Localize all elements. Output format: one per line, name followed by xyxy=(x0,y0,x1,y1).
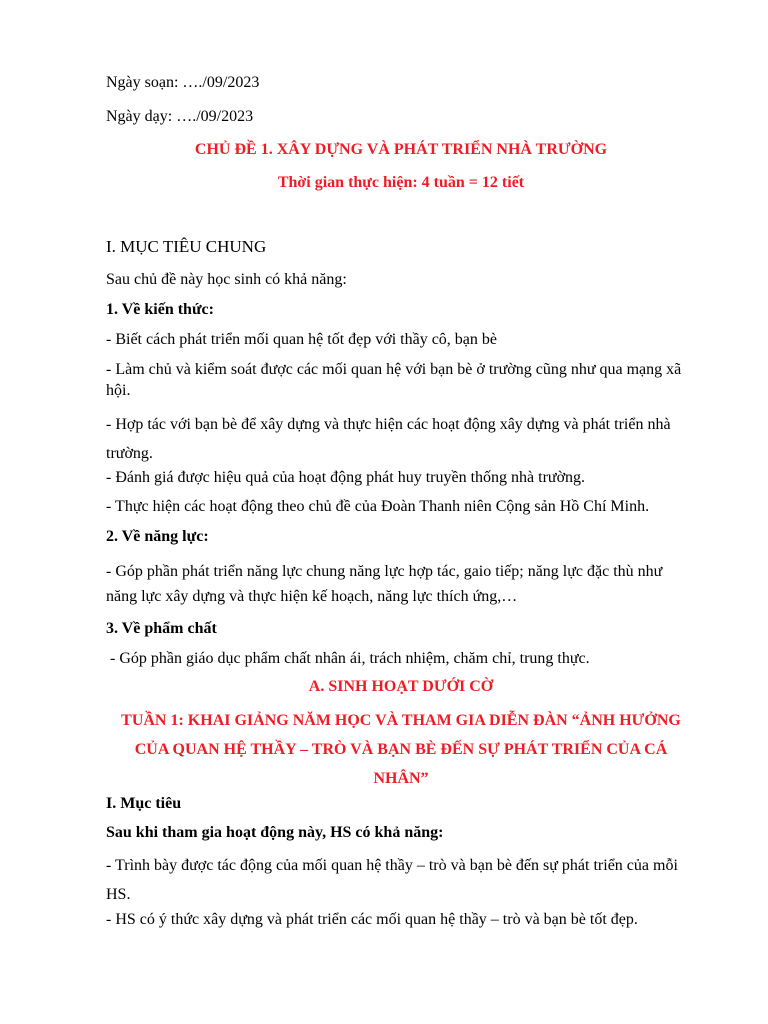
knowledge-item: - Hợp tác với bạn bè để xây dựng và thực hiện các hoạt động xây dựng và phát triển nhà trường. xyxy=(106,416,671,462)
section-a-heading: A. SINH HOẠT DƯỚI CỜ xyxy=(308,678,494,695)
section1-heading: I. MỤC TIÊU CHUNG xyxy=(106,237,267,256)
objectives-heading: I. Mục tiêu xyxy=(106,795,182,812)
week1-title: TUẦN 1: KHAI GIẢNG NĂM HỌC VÀ THAM GIA DIỄN ĐÀN “ẢNH HƯỞNG CỦA QUAN HỆ THẦY – TRÒ VÀ BẠN BÈ ĐẾN SỰ PHÁT TRIỂN CỦA CÁ NHÂN” xyxy=(121,712,681,787)
teach-date: Ngày dạy: …./09/2023 xyxy=(106,108,254,125)
duration: Thời gian thực hiện: 4 tuần = 12 tiết xyxy=(277,174,525,191)
knowledge-item: - Thực hiện các hoạt động theo chủ đề của Đoàn Thanh niên Cộng sản Hồ Chí Minh. xyxy=(106,498,650,515)
objectives-item: - HS có ý thức xây dựng và phát triển các mối quan hệ thầy – trò và bạn bè tốt đẹp. xyxy=(106,911,638,928)
knowledge-heading: 1. Về kiến thức: xyxy=(106,301,214,318)
topic-title: CHỦ ĐỀ 1. XÂY DỰNG VÀ PHÁT TRIỂN NHÀ TRƯỜNG xyxy=(194,141,608,158)
prep-date: Ngày soạn: …./09/2023 xyxy=(106,74,260,91)
knowledge-item: - Đánh giá được hiệu quả của hoạt động phát huy truyền thống nhà trường. xyxy=(106,469,586,486)
objectives-intro: Sau khi tham gia hoạt động này, HS có khả năng: xyxy=(106,824,444,841)
competence-item: - Góp phần phát triển năng lực chung năng lực hợp tác, gaio tiếp; năng lực đặc thù như năng lực xây dựng và thực hiện kế hoạch, năng lực thích ứng,… xyxy=(106,563,663,605)
competence-heading: 2. Về năng lực: xyxy=(106,528,209,545)
quality-heading: 3. Về phẩm chất xyxy=(106,620,217,637)
knowledge-item: - Biết cách phát triển mối quan hệ tốt đẹp với thầy cô, bạn bè xyxy=(106,331,498,348)
quality-item: - Góp phần giáo dục phẩm chất nhân ái, trách nhiệm, chăm chỉ, trung thực. xyxy=(106,650,590,667)
section1-intro: Sau chủ đề này học sinh có khả năng: xyxy=(106,271,347,288)
objectives-item: - Trình bày được tác động của mối quan hệ thầy – trò và bạn bè đến sự phát triển của mỗi HS. xyxy=(106,857,678,903)
knowledge-item: - Làm chủ và kiểm soát được các mối quan hệ với bạn bè ở trường cũng như qua mạng xã hội. xyxy=(106,361,682,399)
